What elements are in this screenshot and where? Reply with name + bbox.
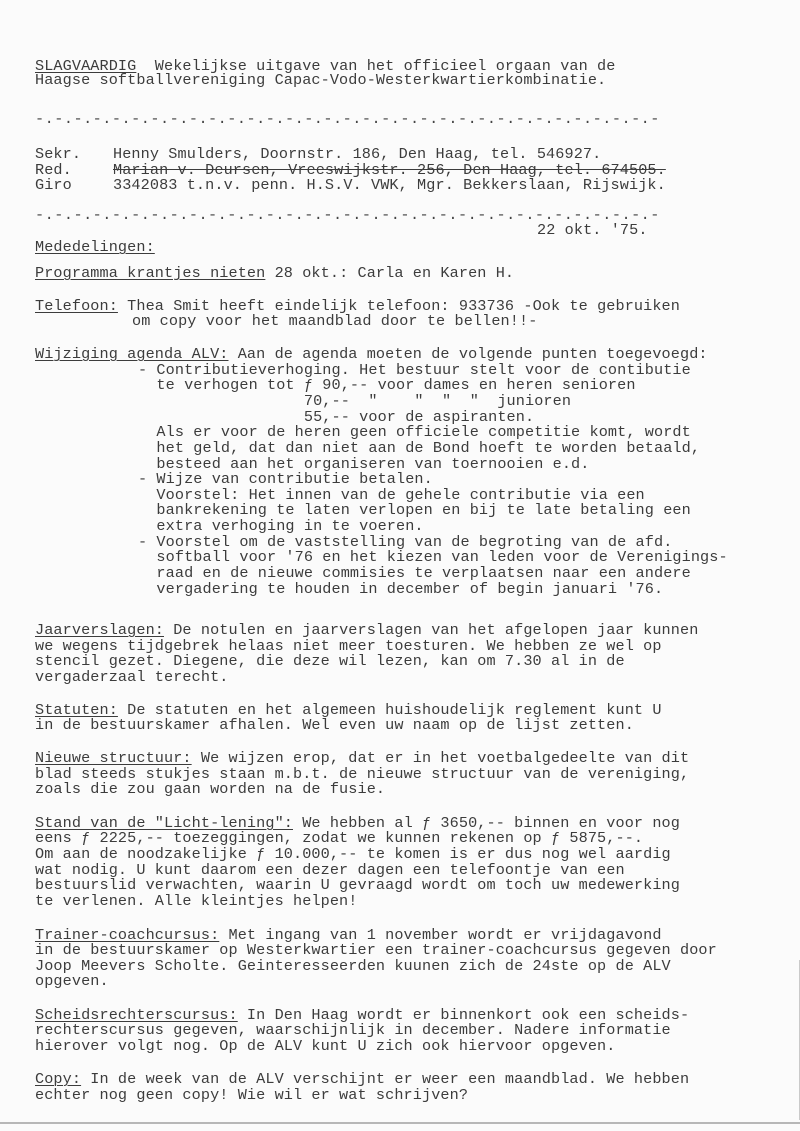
jaarverslagen-line: De notulen en jaarverslagen van het afgelopen jaar kunnen — [164, 621, 699, 639]
contact-red-label: Red. — [35, 161, 72, 179]
item-telefoon-line: om copy voor het maandblad door te bellen!!- — [132, 312, 538, 330]
item-copy — [35, 1071, 689, 1087]
agenda-line: 55,-- voor de aspiranten. — [138, 408, 535, 426]
agenda-line: het geld, dat dan niet aan de Bond hoeft te worden betaald, — [138, 439, 701, 457]
copy-line: In de week van de ALV verschijnt er weer een maandblad. We hebben — [81, 1070, 690, 1088]
item-agenda-heading: Wijziging agenda ALV: — [35, 345, 229, 363]
jaarverslagen-line: vergaderzaal terecht. — [35, 668, 229, 686]
agenda-line: Als er voor de heren geen officiele competitie komt, wordt — [138, 423, 691, 441]
agenda-line: bankrekening te laten verlopen en bij te late betaling een — [138, 501, 691, 519]
masthead-subtitle: Wekelijkse uitgave van het officieel orgaan van de — [136, 57, 616, 75]
contact-sekr-label: Sekr. — [35, 145, 82, 163]
item-programma-text: 28 okt.: Carla en Karen H. — [265, 264, 515, 282]
lening-line: bestuurslid verwachten, waarin U gevraagd wordt om toch uw medewerking — [35, 876, 680, 894]
lening-line: eens ƒ 2225,-- toezeggingen, zodat we kunnen rekenen op ƒ 5875,--. — [35, 829, 644, 847]
agenda-line: Voorstel: Het innen van de gehele contributie via een — [138, 486, 645, 504]
item-scheids-heading: Scheidsrechterscursus: — [35, 1006, 238, 1024]
lening-line: te verlenen. Alle kleintjes helpen! — [35, 892, 358, 910]
contact-giro-value: 3342083 t.n.v. penn. H.S.V. VWK, Mgr. Bekkerslaan, Rijswijk. — [113, 176, 666, 194]
agenda-line: softball voor '76 en het kiezen van leden voor de Verenigings- — [138, 548, 728, 566]
agenda-line: besteed aan het organiseren van toernooien e.d. — [138, 455, 590, 473]
item-telefoon-line: Thea Smit heeft eindelijk telefoon: 933736 -Ook te gebruiken — [117, 297, 680, 315]
agenda-line: vergadering te houden in december of begin januari '76. — [138, 580, 664, 598]
lening-line: Om aan de noodzakelijke ƒ 10.000,-- te komen is er dus nog wel aardig — [35, 845, 671, 863]
item-trainer-heading: Trainer-coachcursus: — [35, 926, 220, 944]
item-structuur-heading: Nieuwe structuur: — [35, 749, 192, 767]
structuur-line: zoals die zou gaan worden na de fusie. — [35, 780, 386, 798]
item-agenda-intro: Aan de agenda moeten de volgende punten toegevoegd: — [228, 345, 708, 363]
scheids-line: In Den Haag wordt er binnenkort ook een scheids- — [237, 1006, 690, 1024]
item-statuten-heading: Statuten: — [35, 701, 118, 719]
item-copy-heading: Copy: — [35, 1070, 82, 1088]
item-agenda — [35, 346, 708, 362]
agenda-line: raad en de nieuwe commisies te verplaatsen naar een andere — [138, 564, 691, 582]
lening-line: We hebben al ƒ 3650,-- binnen en voor nog — [293, 814, 680, 832]
item-jaarverslagen — [35, 622, 698, 638]
agenda-line: - Voorstel om de vaststelling van de begroting van de afd. — [138, 533, 673, 551]
item-lening-heading: Stand van de "Licht-lening": — [35, 814, 293, 832]
agenda-line: 70,-- " " " " junioren — [138, 392, 572, 410]
contact-giro-label: Giro — [35, 176, 72, 194]
jaarverslagen-line: we wegens tijdgebrek helaas niet meer toesturen. We hebben ze wel op — [35, 637, 662, 655]
masthead-title: SLAGVAARDIG — [35, 57, 137, 75]
contact-red-value: Marian v. Deursen, Vreeswijkstr. 256, Den Haag, tel. 674505. — [113, 161, 666, 179]
page-bottom-edge — [0, 1122, 800, 1124]
item-jaarverslagen-heading: Jaarverslagen: — [35, 621, 164, 639]
copy-line: echter nog geen copy! Wie wil er wat schrijven? — [35, 1086, 469, 1104]
trainer-line: Met ingang van 1 november wordt er vrijdagavond — [219, 926, 662, 944]
item-programma-heading: Programma krantjes nieten — [35, 264, 266, 282]
issue-date: 22 okt. '75. — [537, 221, 648, 239]
item-structuur — [35, 750, 689, 766]
statuten-line: De statuten en het algemeen huishoudelijk reglement kunt U — [117, 701, 662, 719]
contact-sekr-value: Henny Smulders, Doornstr. 186, Den Haag, tel. 546927. — [113, 145, 602, 163]
jaarverslagen-line: stencil gezet. Diegene, die deze wil lezen, kan om 7.30 al in de — [35, 652, 625, 670]
agenda-line: te verhogen tot ƒ 90,-- voor dames en heren senioren — [138, 376, 636, 394]
separator-top: -.-.-.-.-.-.-.-.-.-.-.-.-.-.-.-.-.-.-.-.-.-.-.-.-.-.-.-.-.-.-.-.- — [35, 110, 660, 128]
agenda-line: extra verhoging in te voeren. — [138, 517, 424, 535]
structuur-line: We wijzen erop, dat er in het voetbalgedeelte van dit — [191, 749, 690, 767]
statuten-line: in de bestuurskamer afhalen. Wel even uw naam op de lijst zetten. — [35, 716, 634, 734]
scheids-line: rechterscursus gegeven, waarschijnlijk in december. Nadere informatie — [35, 1021, 671, 1039]
agenda-line: - Contributieverhoging. Het bestuur stelt voor de contibutie — [138, 361, 691, 379]
item-telefoon-heading: Telefoon: — [35, 297, 118, 315]
scheids-line: hierover volgt nog. Op de ALV kunt U zich ook hiervoor opgeven. — [35, 1037, 616, 1055]
separator-bottom: -.-.-.-.-.-.-.-.-.-.-.-.-.-.-.-.-.-.-.-.-.-.-.-.-.-.-.-.-.-.-.-.- — [35, 206, 660, 224]
trainer-line: opgeven. — [35, 972, 109, 990]
agenda-line: - Wijze van contributie betalen. — [138, 470, 433, 488]
trainer-line: Joop Meevers Scholte. Geinteresseerden kuunen zich de 24ste op de ALV — [35, 957, 671, 975]
trainer-line: in de bestuurskamer op Westerkwartier een trainer-coachcursus gegeven door — [35, 941, 717, 959]
section-heading: Mededelingen: — [35, 238, 155, 256]
masthead-line-2: Haagse softballvereniging Capac-Vodo-Westerkwartierkombinatie. — [35, 71, 607, 89]
item-programma — [35, 265, 514, 281]
structuur-line: blad steeds stukjes staan m.b.t. de nieuwe structuur van de vereniging, — [35, 765, 690, 783]
lening-line: wat nodig. U kunt daarom een dezer dagen een telefoontje van een — [35, 861, 625, 879]
